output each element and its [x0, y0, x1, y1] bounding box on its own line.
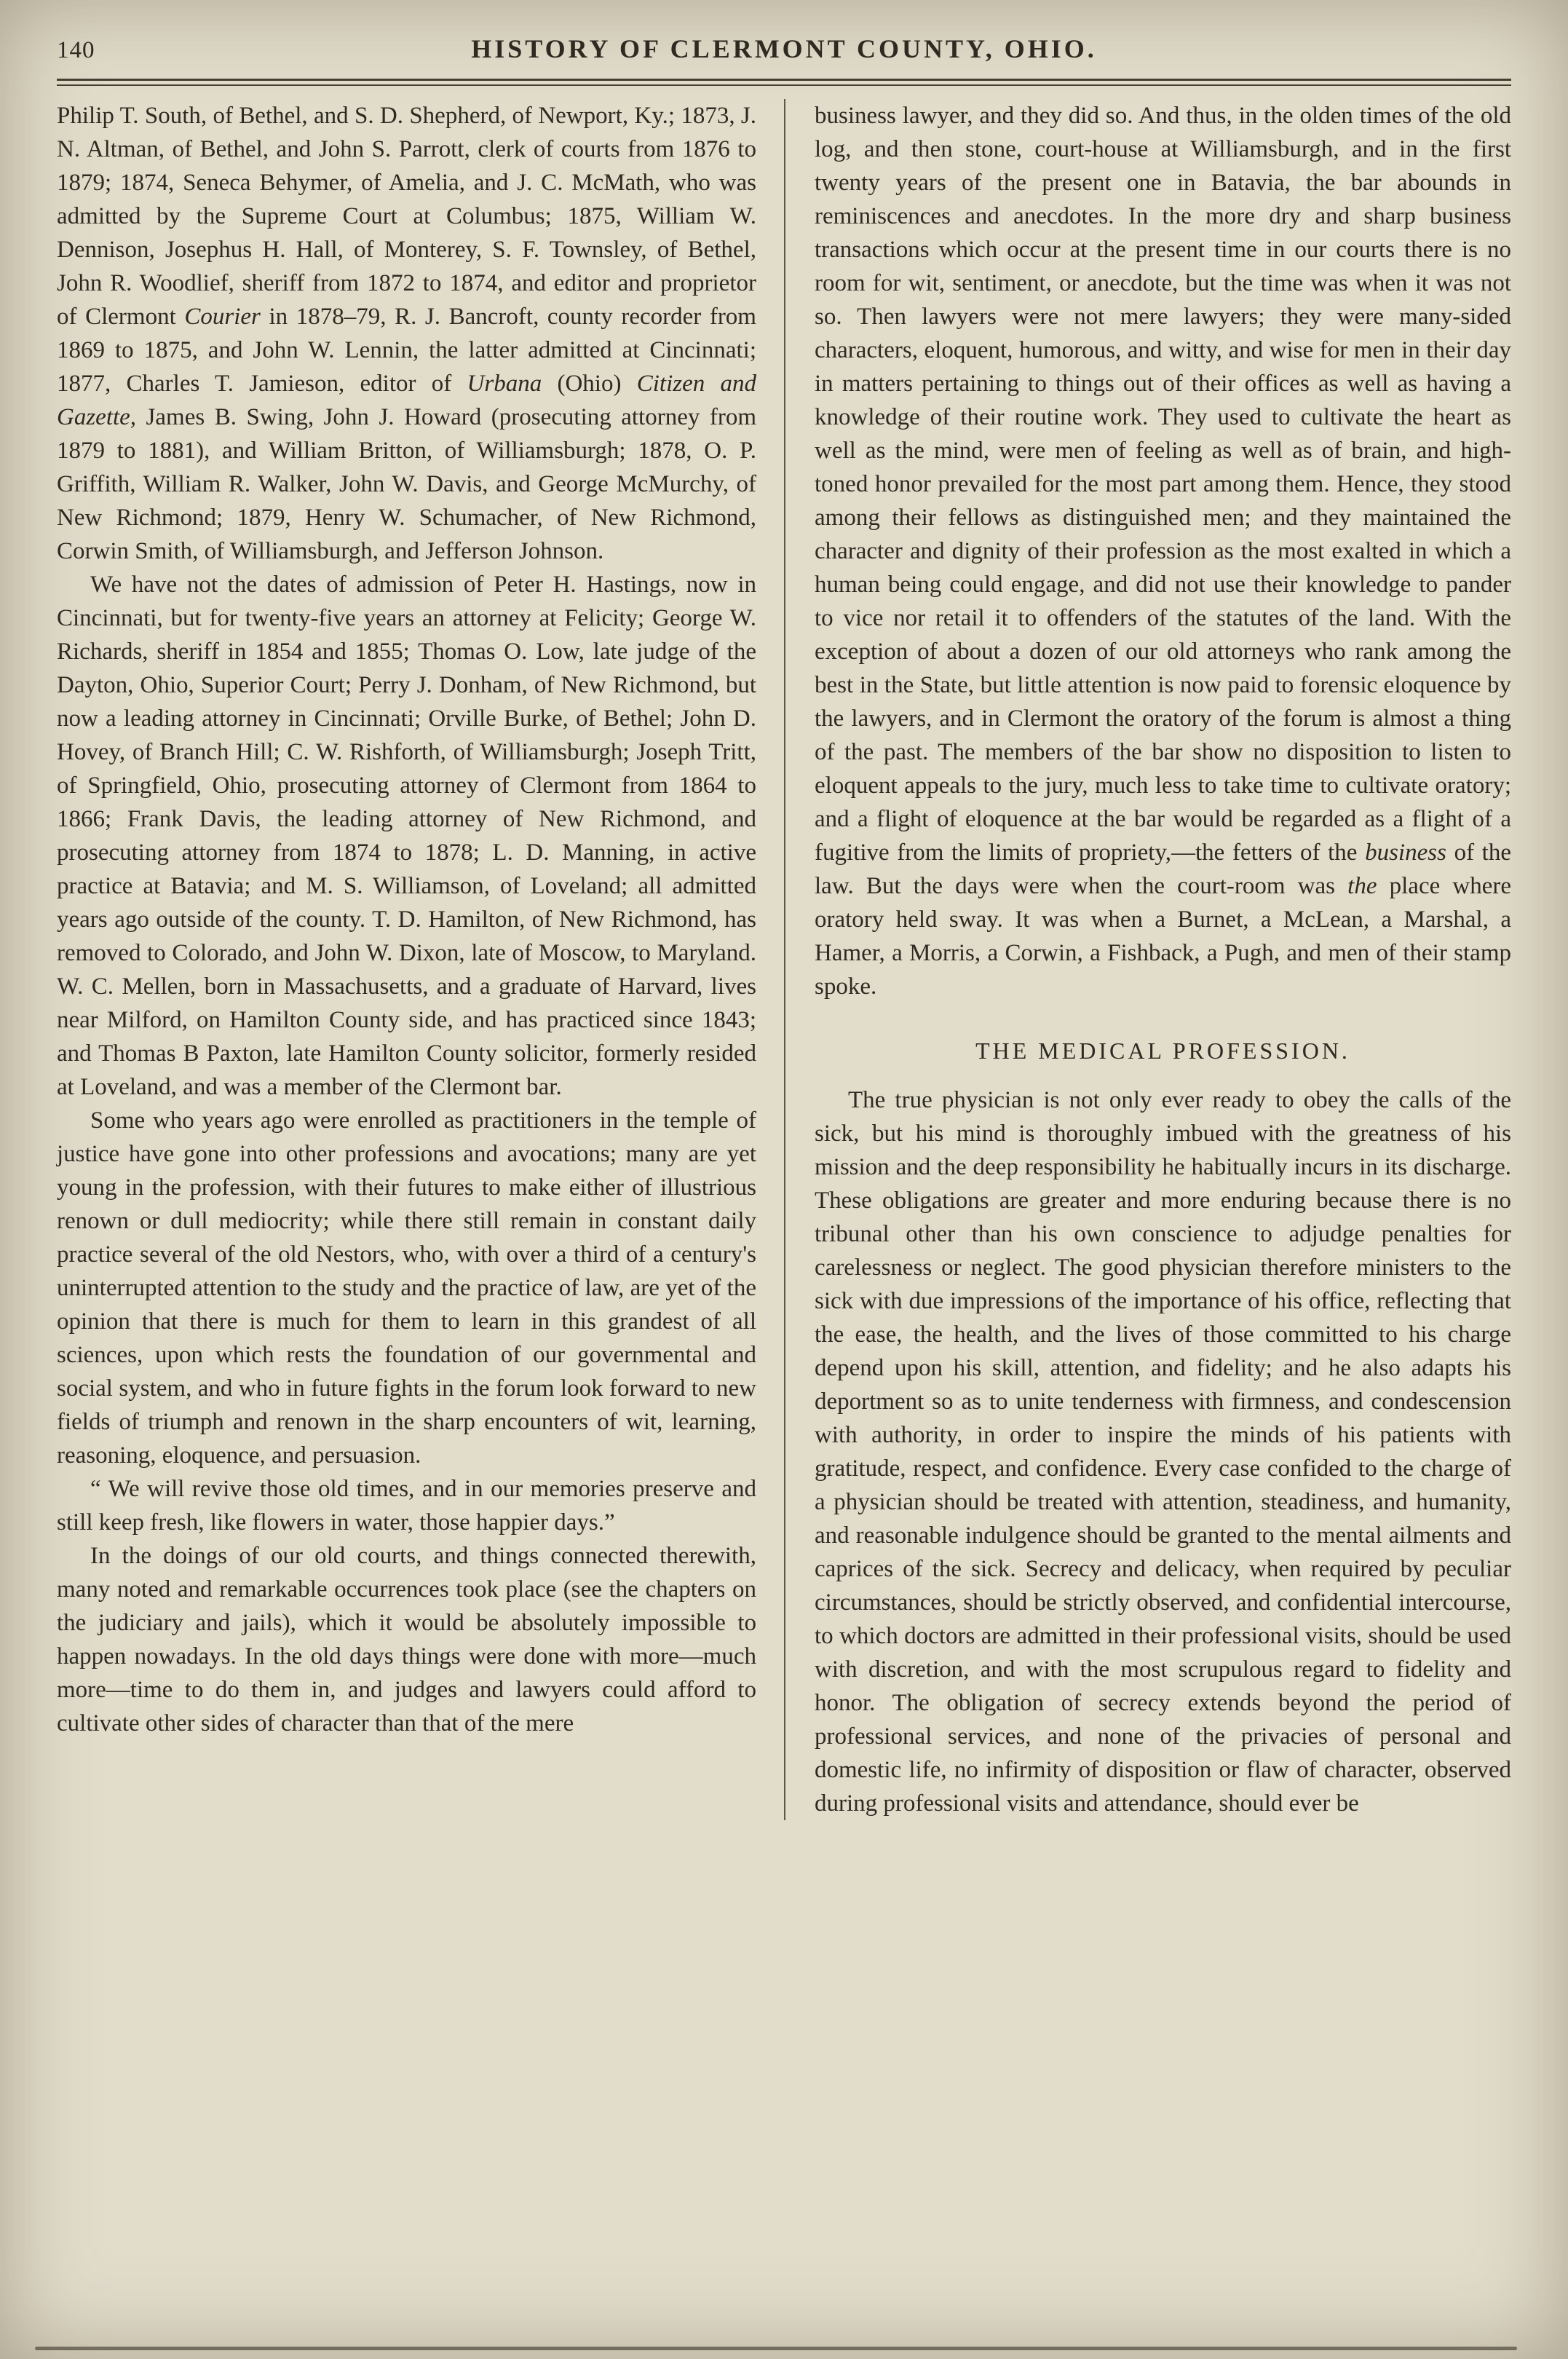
paragraph: The true physician is not only ever ready to obey the calls of the sick, but his mind is thoroughly imbued with the greatness of his mission and the deep responsibility he habitually incurs in its discharge. These obligations are greater and more enduring because there is no tribunal other than his own conscience to adjudge penalties for carelessness or neglect. The good physician therefore ministers to the sick with due impressions of the importance of his office, reflecting that the ease, the health, and the lives of those committed to his charge depend upon his skill, attention, and fidelity; and he also adapts his deportment so as to unite tenderness with firmness, and condescension with authority, in order to inspire the minds of his patients with gratitude, respect, and confidence. Every case confided to the charge of a physician should be treated with attention, steadiness, and humanity, and reasonable indulgence should be granted to the mental ailments and caprices of the sick. Secrecy and delicacy, when required by peculiar circumstances, should be strictly observed, and confidential intercourse, to which doctors are admitted in their professional visits, should be used with discretion, and with the most scrupulous regard to fidelity and honor. The obligation of secrecy extends beyond the period of professional services, and none of the privacies of personal and domestic life, no infirmity of disposition or flaw of character, observed during professional visits and attendance, should ever be [815, 1087, 1511, 1817]
paragraph: Philip T. South, of Bethel, and S. D. Shepherd, of Newport, Ky.; 1873, J. N. Altman, of Bethel, and John S. Parrott, clerk of courts from 1876 to 1879; 1874, Seneca Behymer, of Amelia, and J. C. McMath, who was admitted by the Supreme Court at Columbus; 1875, William W. Dennison, Josephus H. Hall, of Monterey, S. F. Townsley, of Bethel, John R. Woodlief, sheriff from 1872 to 1874, and editor and proprietor of Clermont Courier in 1878–79, R. J. Bancroft, county recorder from 1869 to 1875, and John W. Lennin, the latter admitted at Cincinnati; 1877, Charles T. Jamieson, editor of Urbana (Ohio) Citizen and Gazette, James B. Swing, John J. Howard (prosecuting attorney from 1879 to 1881), and William Britton, of Williamsburgh; 1878, O. P. Griffith, William R. Walker, John W. Davis, and George McMurchy, of New Richmond; 1879, Henry W. Schumacher, of New Richmond, Corwin Smith, of Williamsburgh, and Jefferson Johnson. [57, 103, 757, 564]
paragraph: Some who years ago were enrolled as practitioners in the temple of justice have gone into other professions and avocations; many are yet young in the profession, with their futures to make either of illustrious renown or dull mediocrity; while there still remain in constant daily practice several of the old Nestors, who, with over a third of a century's uninterrupted attention to the study and the practice of law, are yet of the opinion that there is much for them to learn in this grandest of all sciences, upon which rests the foundation of our governmental and social system, and who in future fights in the forum look forward to new fields of triumph and renown in the sharp encounters of wit, learning, reasoning, eloquence, and persuasion. [57, 1107, 756, 1469]
section-heading: THE MEDICAL PROFESSION. [975, 1038, 1350, 1064]
text-columns [57, 99, 1511, 1820]
left-column [57, 99, 784, 1820]
page-number: 140 [57, 37, 95, 63]
paragraph: We have not the dates of admission of Peter H. Hastings, now in Cincinnati, but for twenty-five years an attorney at Felicity; George W. Richards, sheriff in 1854 and 1855; Thomas O. Low, late judge of the Dayton, Ohio, Superior Court; Perry J. Donham, of New Richmond, but now a leading attorney in Cincinnati; Orville Burke, of Bethel; John D. Hovey, of Branch Hill; C. W. Rishforth, of Williamsburgh; Joseph Tritt, of Springfield, Ohio, prosecuting attorney of Clermont from 1864 to 1866; Frank Davis, the leading attorney of New Richmond, and prosecuting attorney from 1874 to 1878; L. D. Manning, in active practice at Batavia; and M. S. Williamson, of Loveland; all admitted years ago outside of the county. T. D. Hamilton, of New Richmond, has removed to Colorado, and John W. Dixon, late of Moscow, to Maryland. W. C. Mellen, born in Massachusetts, and a graduate of Harvard, lives near Milford, on Hamilton County side, and has practiced since 1843; and Thomas B Paxton, late Hamilton County solicitor, formerly resided at Loveland, and was a member of the Clermont bar. [57, 572, 756, 1100]
header-rule [57, 79, 1511, 86]
page-header [57, 33, 1511, 64]
running-title: HISTORY OF CLERMONT COUNTY, OHIO. [471, 34, 1097, 63]
paragraph: business lawyer, and they did so. And thus, in the olden times of the old log, and then stone, court-house at Williamsburgh, and in the first twenty years of the present one in Batavia, the bar abounds in reminiscences and anecdotes. In the more dry and sharp business transactions which occur at the present time in our courts there is no room for wit, sentiment, or anecdote, but the time was when it was not so. Then lawyers were not mere lawyers; they were many-sided characters, eloquent, humorous, and witty, and wise for men in their day in matters pertaining to things out of their offices as well as having a knowledge of their routine work. They used to cultivate the heart as well as the mind, were men of feeling as well as of brain, and high-toned honor prevailed for the most part among them. Hence, they stood among their fellows as distinguished men; and they maintained the character and dignity of their profession as the most exalted in which a human being could engage, and did not use their knowledge to pander to vice nor retail it to offenders of the statutes of the land. With the exception of about a dozen of our old attorneys who rank among the best in the State, but little attention is now paid to forensic eloquence by the lawyers, and in Clermont the oratory of the forum is almost a thing of the past. The members of the bar show no disposition to listen to eloquent appeals to the jury, much less to take time to cultivate oratory; and a flight of eloquence at the bar would be regarded as a flight of a fugitive from the limits of propriety,—the fetters of the business of the law. But the days were when the court-room was the place where oratory held sway. It was when a Burnet, a McLean, a Marshal, a Hamer, a Morris, a Corwin, a Fishback, a Pugh, and men of their stamp spoke. [815, 103, 1512, 1000]
right-column [784, 99, 1511, 1820]
paragraph: “ We will revive those old times, and in our memories preserve and still keep fresh, like flowers in water, those happier days.” [57, 1476, 756, 1536]
paragraph: In the doings of our old courts, and things connected therewith, many noted and remarkable occurrences took place (see the chapters on the judiciary and jails), which it would be absolutely impossible to happen nowadays. In the old days things were done with more—much more—time to do them in, and judges and lawyers could afford to cultivate other sides of character than that of the mere [57, 1543, 756, 1736]
scan-edge [35, 2347, 1517, 2350]
